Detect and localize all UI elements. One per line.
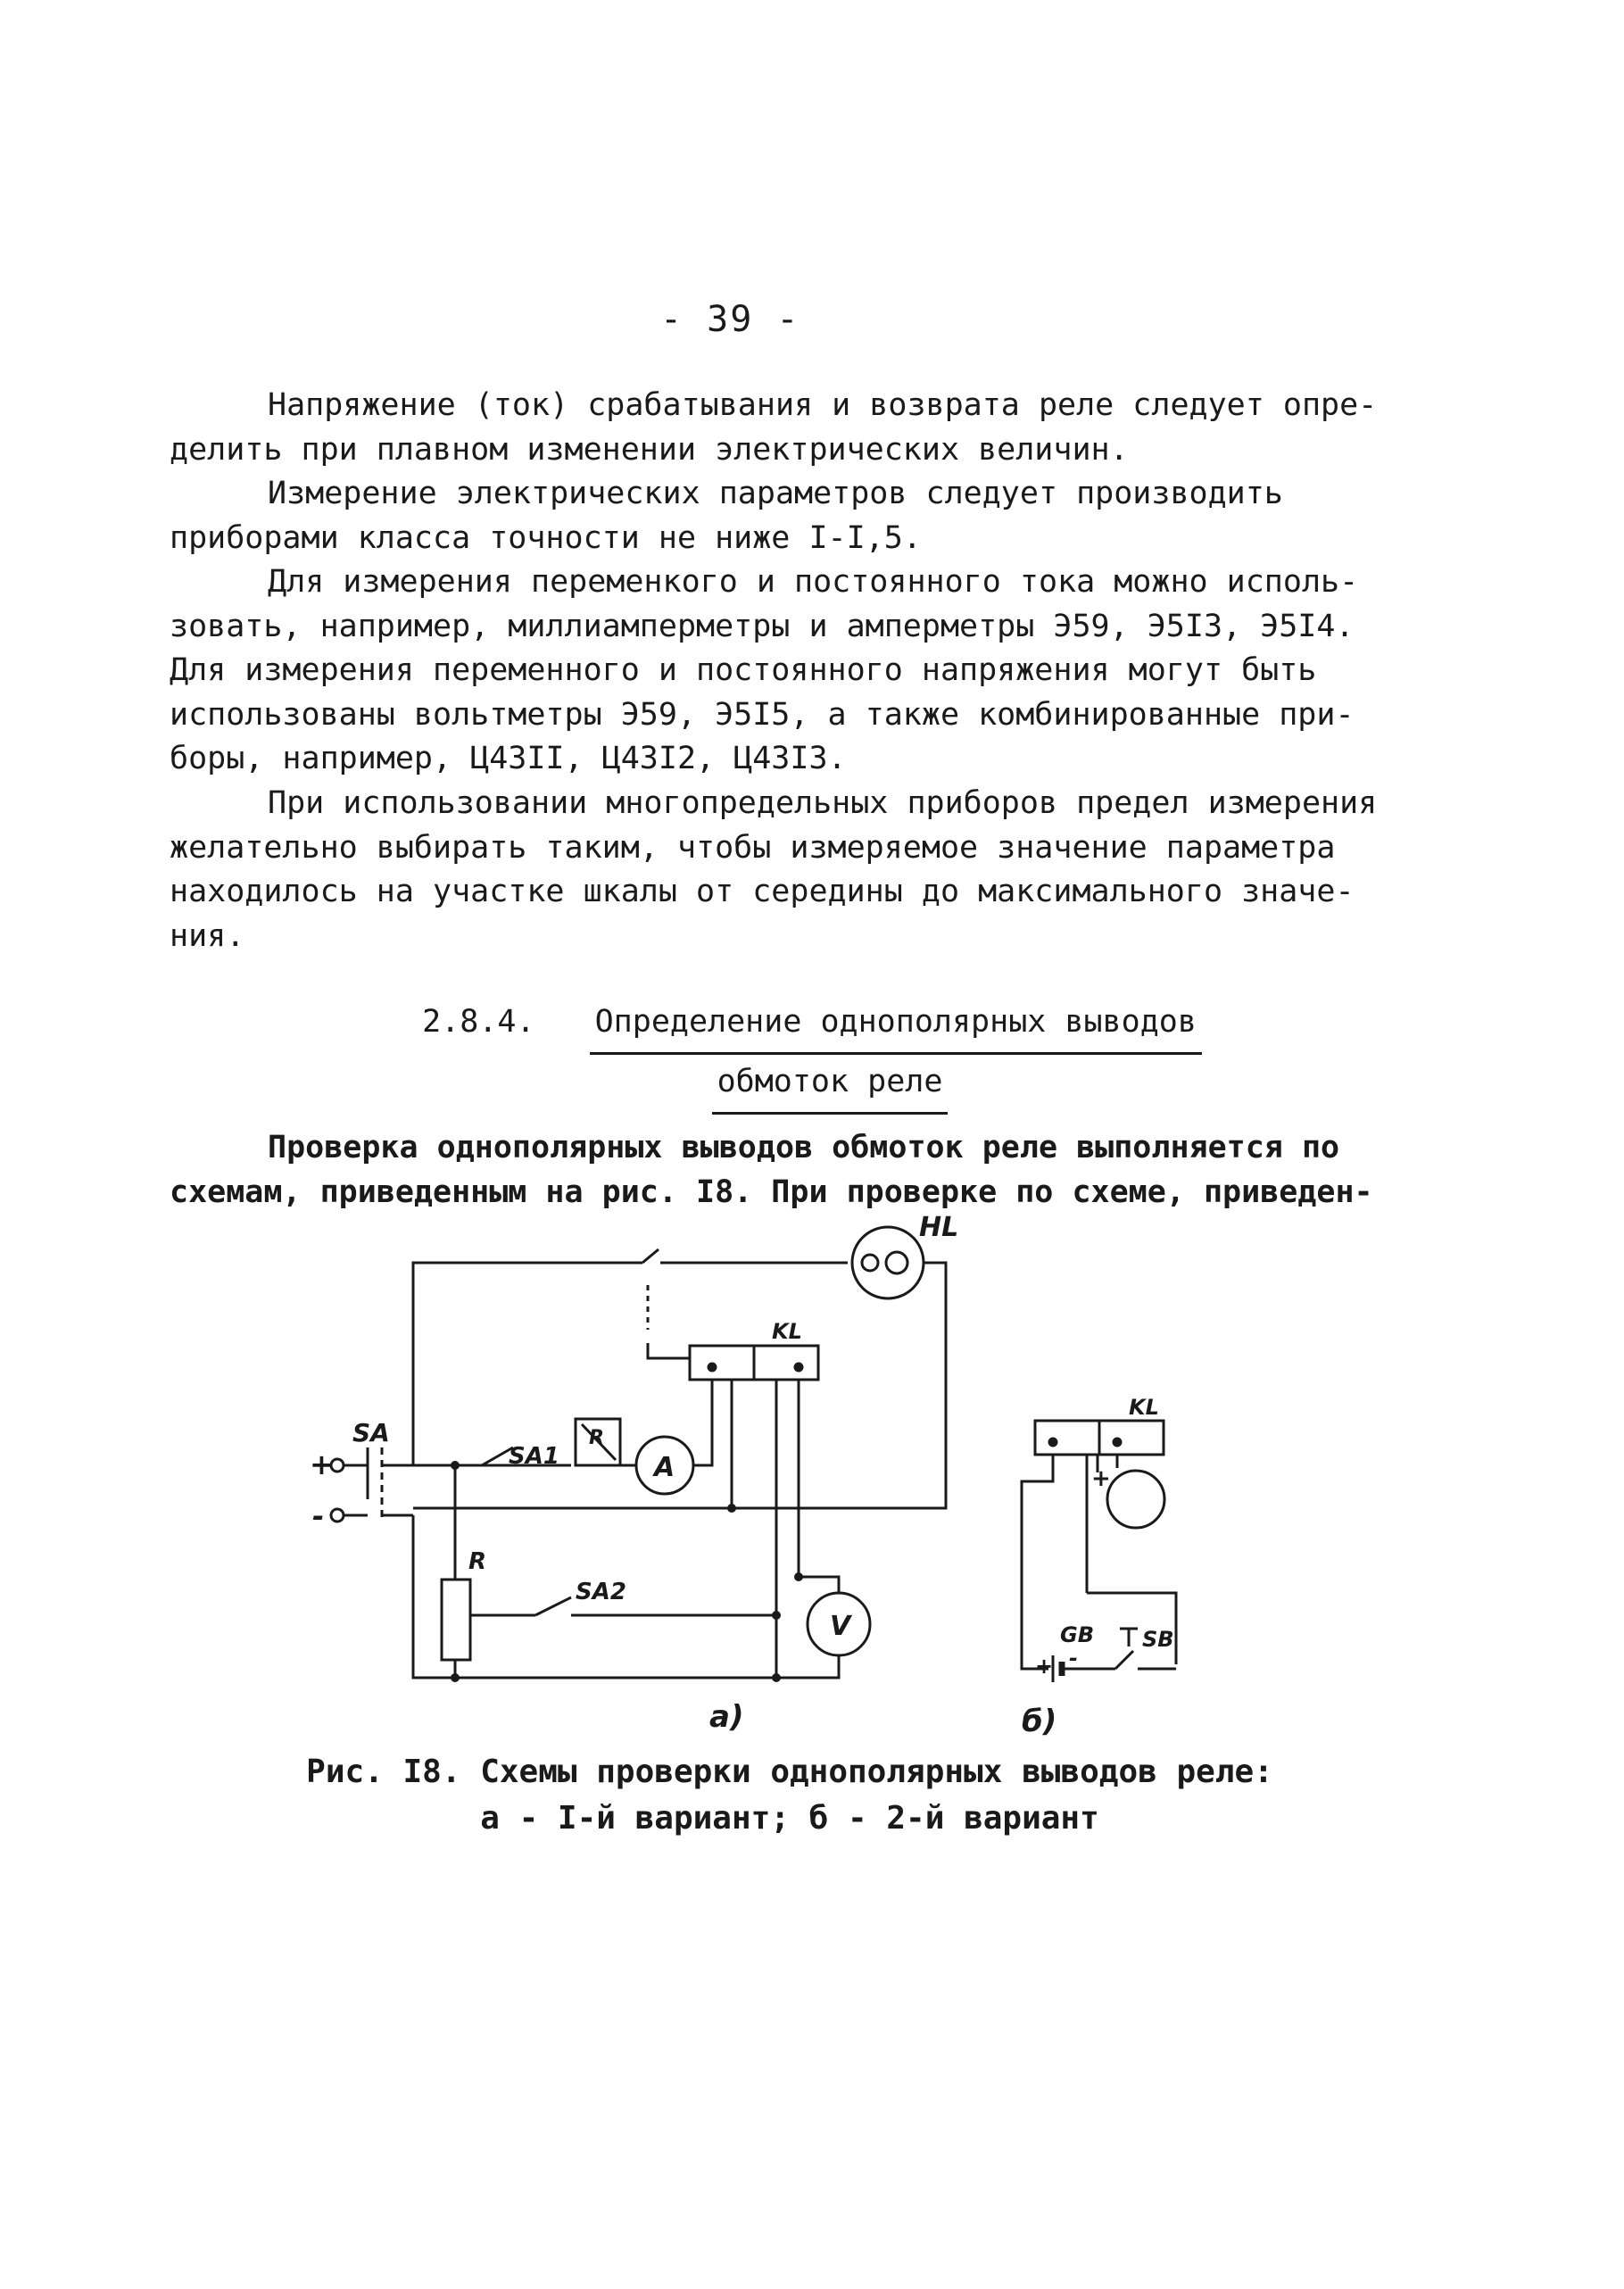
label-b-plus: + <box>1091 1465 1111 1492</box>
text-line: Для измерения переменкого и постоянного тока можно исполь- <box>268 564 1359 600</box>
wire-top-left <box>413 1263 642 1303</box>
label-r: R <box>468 1548 487 1575</box>
label-sb: SB <box>1142 1627 1174 1652</box>
lamp-contact-left <box>862 1255 878 1271</box>
paragraph-multirange <box>170 782 1378 958</box>
wire-right-return <box>413 1263 946 1508</box>
label-plus: + <box>310 1447 334 1481</box>
label-sub-b: б) <box>1022 1704 1057 1739</box>
switch-contact-kl <box>642 1249 659 1263</box>
text-line: Измерение электрических параметров следует производить <box>268 476 1283 511</box>
polarity-dot-2 <box>795 1364 802 1371</box>
node-dot <box>451 1461 460 1470</box>
paragraph-measurement-accuracy <box>170 472 1321 560</box>
wire-to-voltmeter <box>799 1577 839 1593</box>
caption-line1: Рис. I8. Схемы проверки однополярных выводов реле: <box>306 1754 1273 1790</box>
relay-kl-coil-b1 <box>1035 1421 1099 1455</box>
node-dot <box>451 1673 460 1682</box>
label-gb-minus: - <box>1069 1646 1078 1671</box>
lamp-contact-right <box>886 1252 907 1273</box>
diagram-a-labels <box>310 1214 958 1735</box>
figure-18 <box>0 1214 1624 1749</box>
wire-contact-to-relay <box>648 1343 690 1358</box>
text-line: делить при плавном изменении электрических величин. <box>170 431 1129 468</box>
relay-kl-coil-2 <box>754 1346 818 1380</box>
label-voltmeter: V <box>830 1611 851 1642</box>
text-line: находилось на участке шкалы от середины до максимального значе- <box>170 874 1355 909</box>
relay-kl-coil-1 <box>690 1346 754 1380</box>
paragraph-voltage-pickup <box>170 384 1378 472</box>
relay-kl-coil-b2 <box>1099 1421 1164 1455</box>
node-dot <box>772 1611 781 1620</box>
section-heading <box>0 995 1624 1115</box>
section-number: 2.8.4. <box>422 1004 535 1040</box>
section-title-line1: Определение однополярных выводов <box>590 995 1202 1055</box>
text-line: Напряжение (ток) срабатывания и возврата реле следует опре- <box>268 387 1378 423</box>
label-sa2: SA2 <box>576 1579 626 1605</box>
node-dot <box>794 1572 803 1581</box>
text-line: боры, например, Ц43II, Ц43I2, Ц43I3. <box>170 741 847 776</box>
page-number: - 39 - <box>660 299 800 340</box>
text-line: схемам, приведенным на рис. I8. При проверке по схеме, приведен- <box>170 1174 1373 1210</box>
text-line: использованы вольтметры Э59, Э5I5, а также комбинированные при- <box>170 696 1355 733</box>
polarity-dot-b1 <box>1049 1439 1056 1446</box>
label-hl: HL <box>919 1214 959 1243</box>
polarity-dot-1 <box>708 1364 716 1371</box>
diagram-a-nodes <box>451 1461 803 1682</box>
diagram-a <box>331 1227 946 1678</box>
text-line: зовать, например, миллиамперметры и амперметры Э59, Э5I3, Э5I4. <box>170 608 1355 644</box>
label-kl: KL <box>772 1319 802 1344</box>
label-minus: - <box>312 1499 325 1533</box>
wire-b-left <box>1022 1455 1053 1669</box>
caption-line2: а - I-й вариант; б - 2-й вариант <box>480 1800 1099 1837</box>
node-dot <box>727 1504 736 1513</box>
circuit-diagrams <box>0 1214 1624 1749</box>
switch-sa2-blade <box>535 1597 571 1615</box>
label-sub-a: а) <box>709 1699 744 1735</box>
label-r-top: R <box>589 1427 604 1449</box>
text-line: При использовании многопредельных приборов предел измерения <box>268 785 1378 821</box>
label-ammeter: A <box>654 1452 675 1483</box>
text-line: Проверка однополярных выводов обмоток реле выполняется по <box>268 1130 1340 1165</box>
text-line: приборами класса точности не ниже I-I,5. <box>170 519 922 556</box>
paragraph-instruments <box>170 560 1359 782</box>
label-gb-plus: + <box>1035 1654 1054 1679</box>
label-gb: GB <box>1060 1622 1094 1647</box>
label-sa1: SA1 <box>509 1443 559 1470</box>
paragraph-polarity-check <box>170 1126 1373 1215</box>
label-sa: SA <box>352 1418 390 1447</box>
wire-ammeter-relay <box>693 1455 712 1465</box>
node-dot <box>772 1673 781 1682</box>
text-line: желательно выбирать таким, чтобы измеряемое значение параметра <box>170 829 1336 866</box>
label-kl-b: KL <box>1129 1395 1159 1420</box>
polarity-dot-b2 <box>1114 1439 1121 1446</box>
terminal-minus <box>331 1509 344 1522</box>
galvanometer-icon <box>1107 1471 1164 1528</box>
figure-caption <box>0 1749 1624 1842</box>
text-line: ния. <box>170 917 245 954</box>
text-line: Для измерения переменного и постоянного напряжения могут быть <box>170 652 1317 688</box>
section-title-line2: обмоток реле <box>712 1055 949 1115</box>
button-sb-contact <box>1115 1651 1133 1669</box>
diagram-b-labels <box>1022 1395 1174 1739</box>
resistor-r <box>442 1580 470 1660</box>
